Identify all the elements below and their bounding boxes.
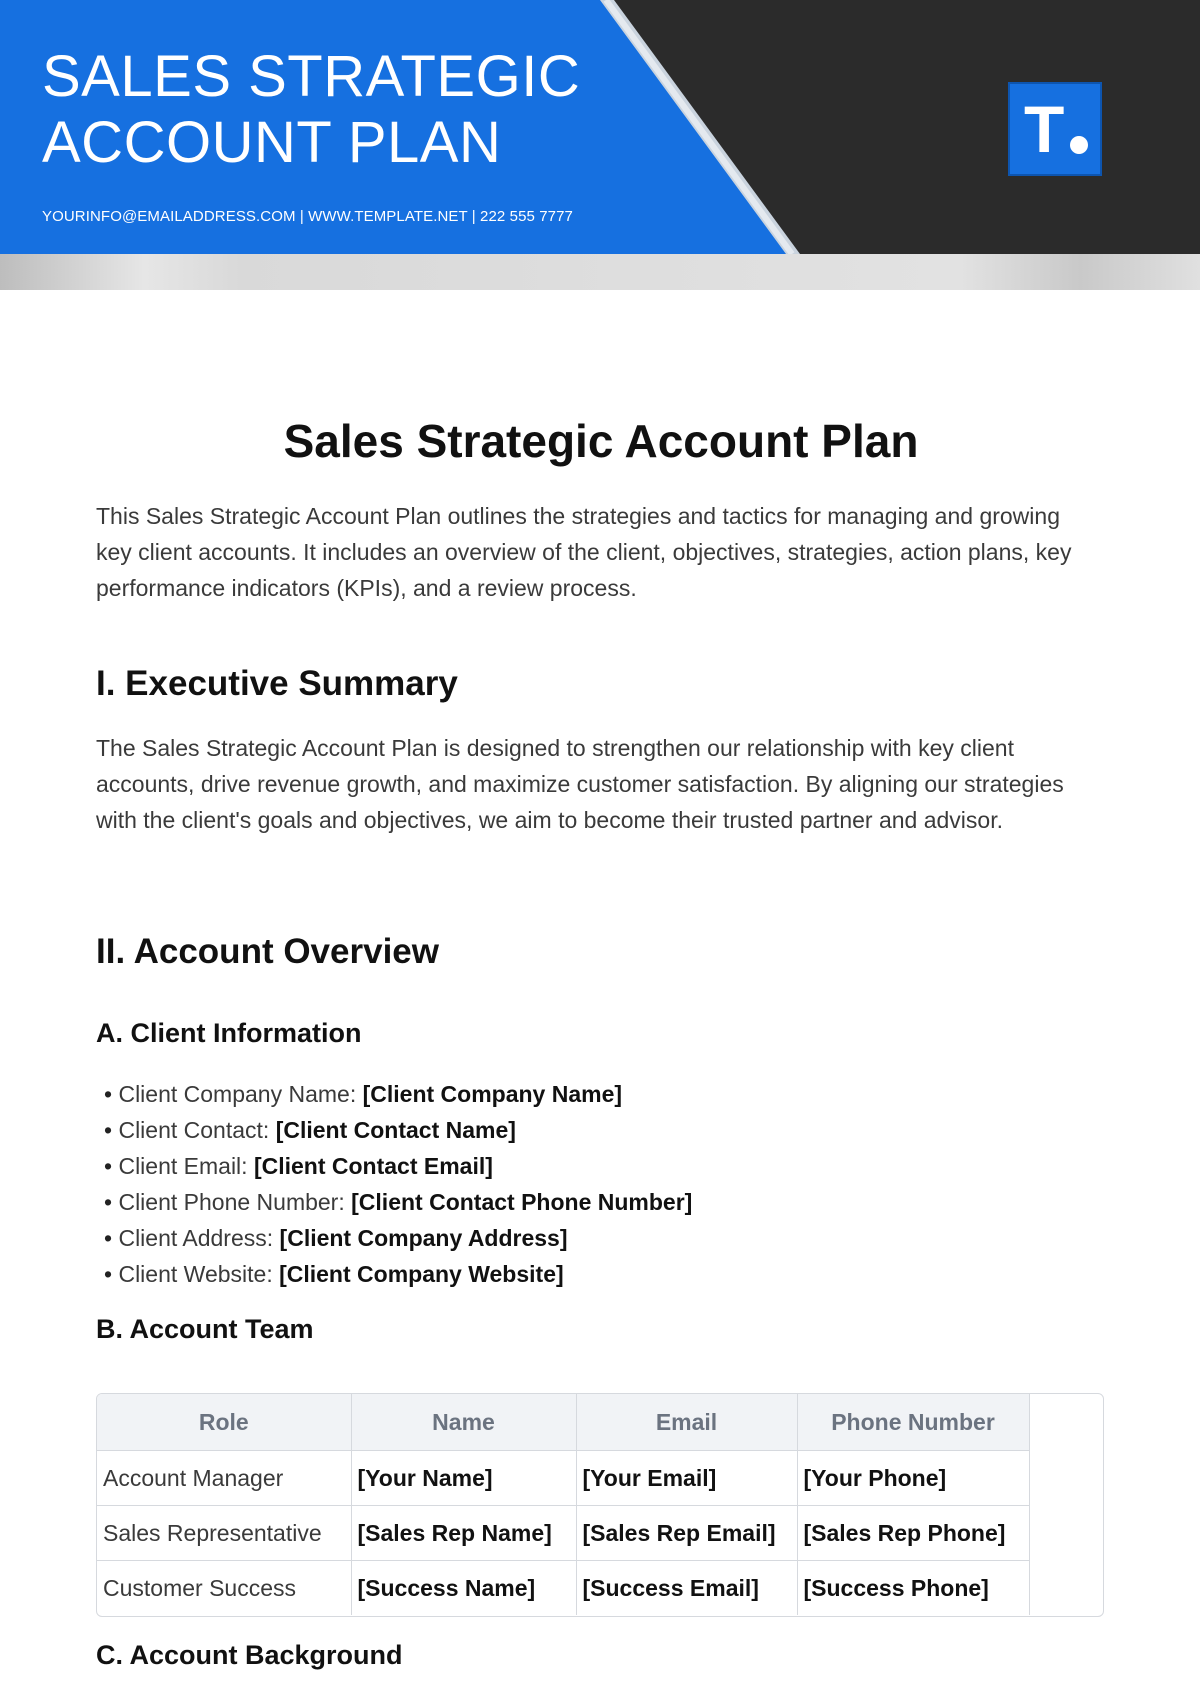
executive-summary-paragraph: The Sales Strategic Account Plan is designed to strengthen our relationship with key client accounts, drive revenue growth, and maximize customer satisfaction. By aligning our strategies with the client's goals and objectives, we aim to become their trusted partner and advisor.: [96, 735, 1064, 833]
table-cell: [Your Phone]: [797, 1451, 1029, 1506]
template-logo: [1008, 82, 1102, 176]
intro-paragraph: This Sales Strategic Account Plan outlines the strategies and tactics for managing and growing key client accounts. It includes an overview of the client, objectives, strategies, action plans, key performance indicators (KPIs), and a review process.: [96, 503, 1072, 601]
table-row: [97, 1506, 1029, 1561]
list-item: • Client Phone Number: [Client Contact Phone Number]: [104, 1184, 692, 1220]
table-cell: [Success Name]: [351, 1561, 576, 1616]
table-cell: [Your Name]: [351, 1451, 576, 1506]
banner-title: [42, 44, 580, 176]
column-header: Phone Number: [797, 1394, 1029, 1451]
banner-title-line1: SALES STRATEGIC: [42, 44, 581, 109]
table-row: [97, 1451, 1029, 1506]
section-heading-executive-summary: I. Executive Summary: [96, 664, 458, 703]
client-info-list: [104, 1076, 692, 1292]
list-item: • Client Company Name: [Client Company Name]: [104, 1076, 692, 1112]
list-item: • Client Contact: [Client Contact Name]: [104, 1112, 692, 1148]
table-row: [97, 1561, 1029, 1616]
subheading-account-background: C. Account Background: [96, 1640, 403, 1670]
account-team-table: [96, 1393, 1104, 1617]
subheading-client-information: A. Client Information: [96, 1018, 362, 1048]
table-cell: [Your Email]: [576, 1451, 797, 1506]
section-heading-account-overview: II. Account Overview: [96, 932, 439, 971]
table-cell: Sales Representative: [97, 1506, 351, 1561]
logo-dot-icon: [1070, 136, 1088, 154]
banner-title-line2: ACCOUNT PLAN: [42, 110, 502, 175]
header-stripe: [0, 254, 1200, 290]
column-header: Email: [576, 1394, 797, 1451]
list-item: • Client Email: [Client Contact Email]: [104, 1148, 692, 1184]
column-header: Name: [351, 1394, 576, 1451]
list-item: • Client Address: [Client Company Address]: [104, 1220, 692, 1256]
table-cell: Customer Success: [97, 1561, 351, 1616]
table-cell: [Success Phone]: [797, 1561, 1029, 1616]
table-cell: Account Manager: [97, 1451, 351, 1506]
document-title: Sales Strategic Account Plan: [283, 415, 919, 467]
table-cell: [Sales Rep Email]: [576, 1506, 797, 1561]
list-item: • Client Website: [Client Company Website]: [104, 1256, 692, 1292]
logo-letter: T: [1024, 92, 1065, 166]
header-banner: [0, 0, 1200, 254]
table-header-row: [97, 1394, 1029, 1451]
table-cell: [Sales Rep Name]: [351, 1506, 576, 1561]
contact-info: YOURINFO@EMAILADDRESS.COM | WWW.TEMPLATE.NET | 222 555 7777: [42, 208, 573, 225]
table-cell: [Success Email]: [576, 1561, 797, 1616]
table-cell: [Sales Rep Phone]: [797, 1506, 1029, 1561]
column-header: Role: [97, 1394, 351, 1451]
subheading-account-team: B. Account Team: [96, 1314, 314, 1344]
